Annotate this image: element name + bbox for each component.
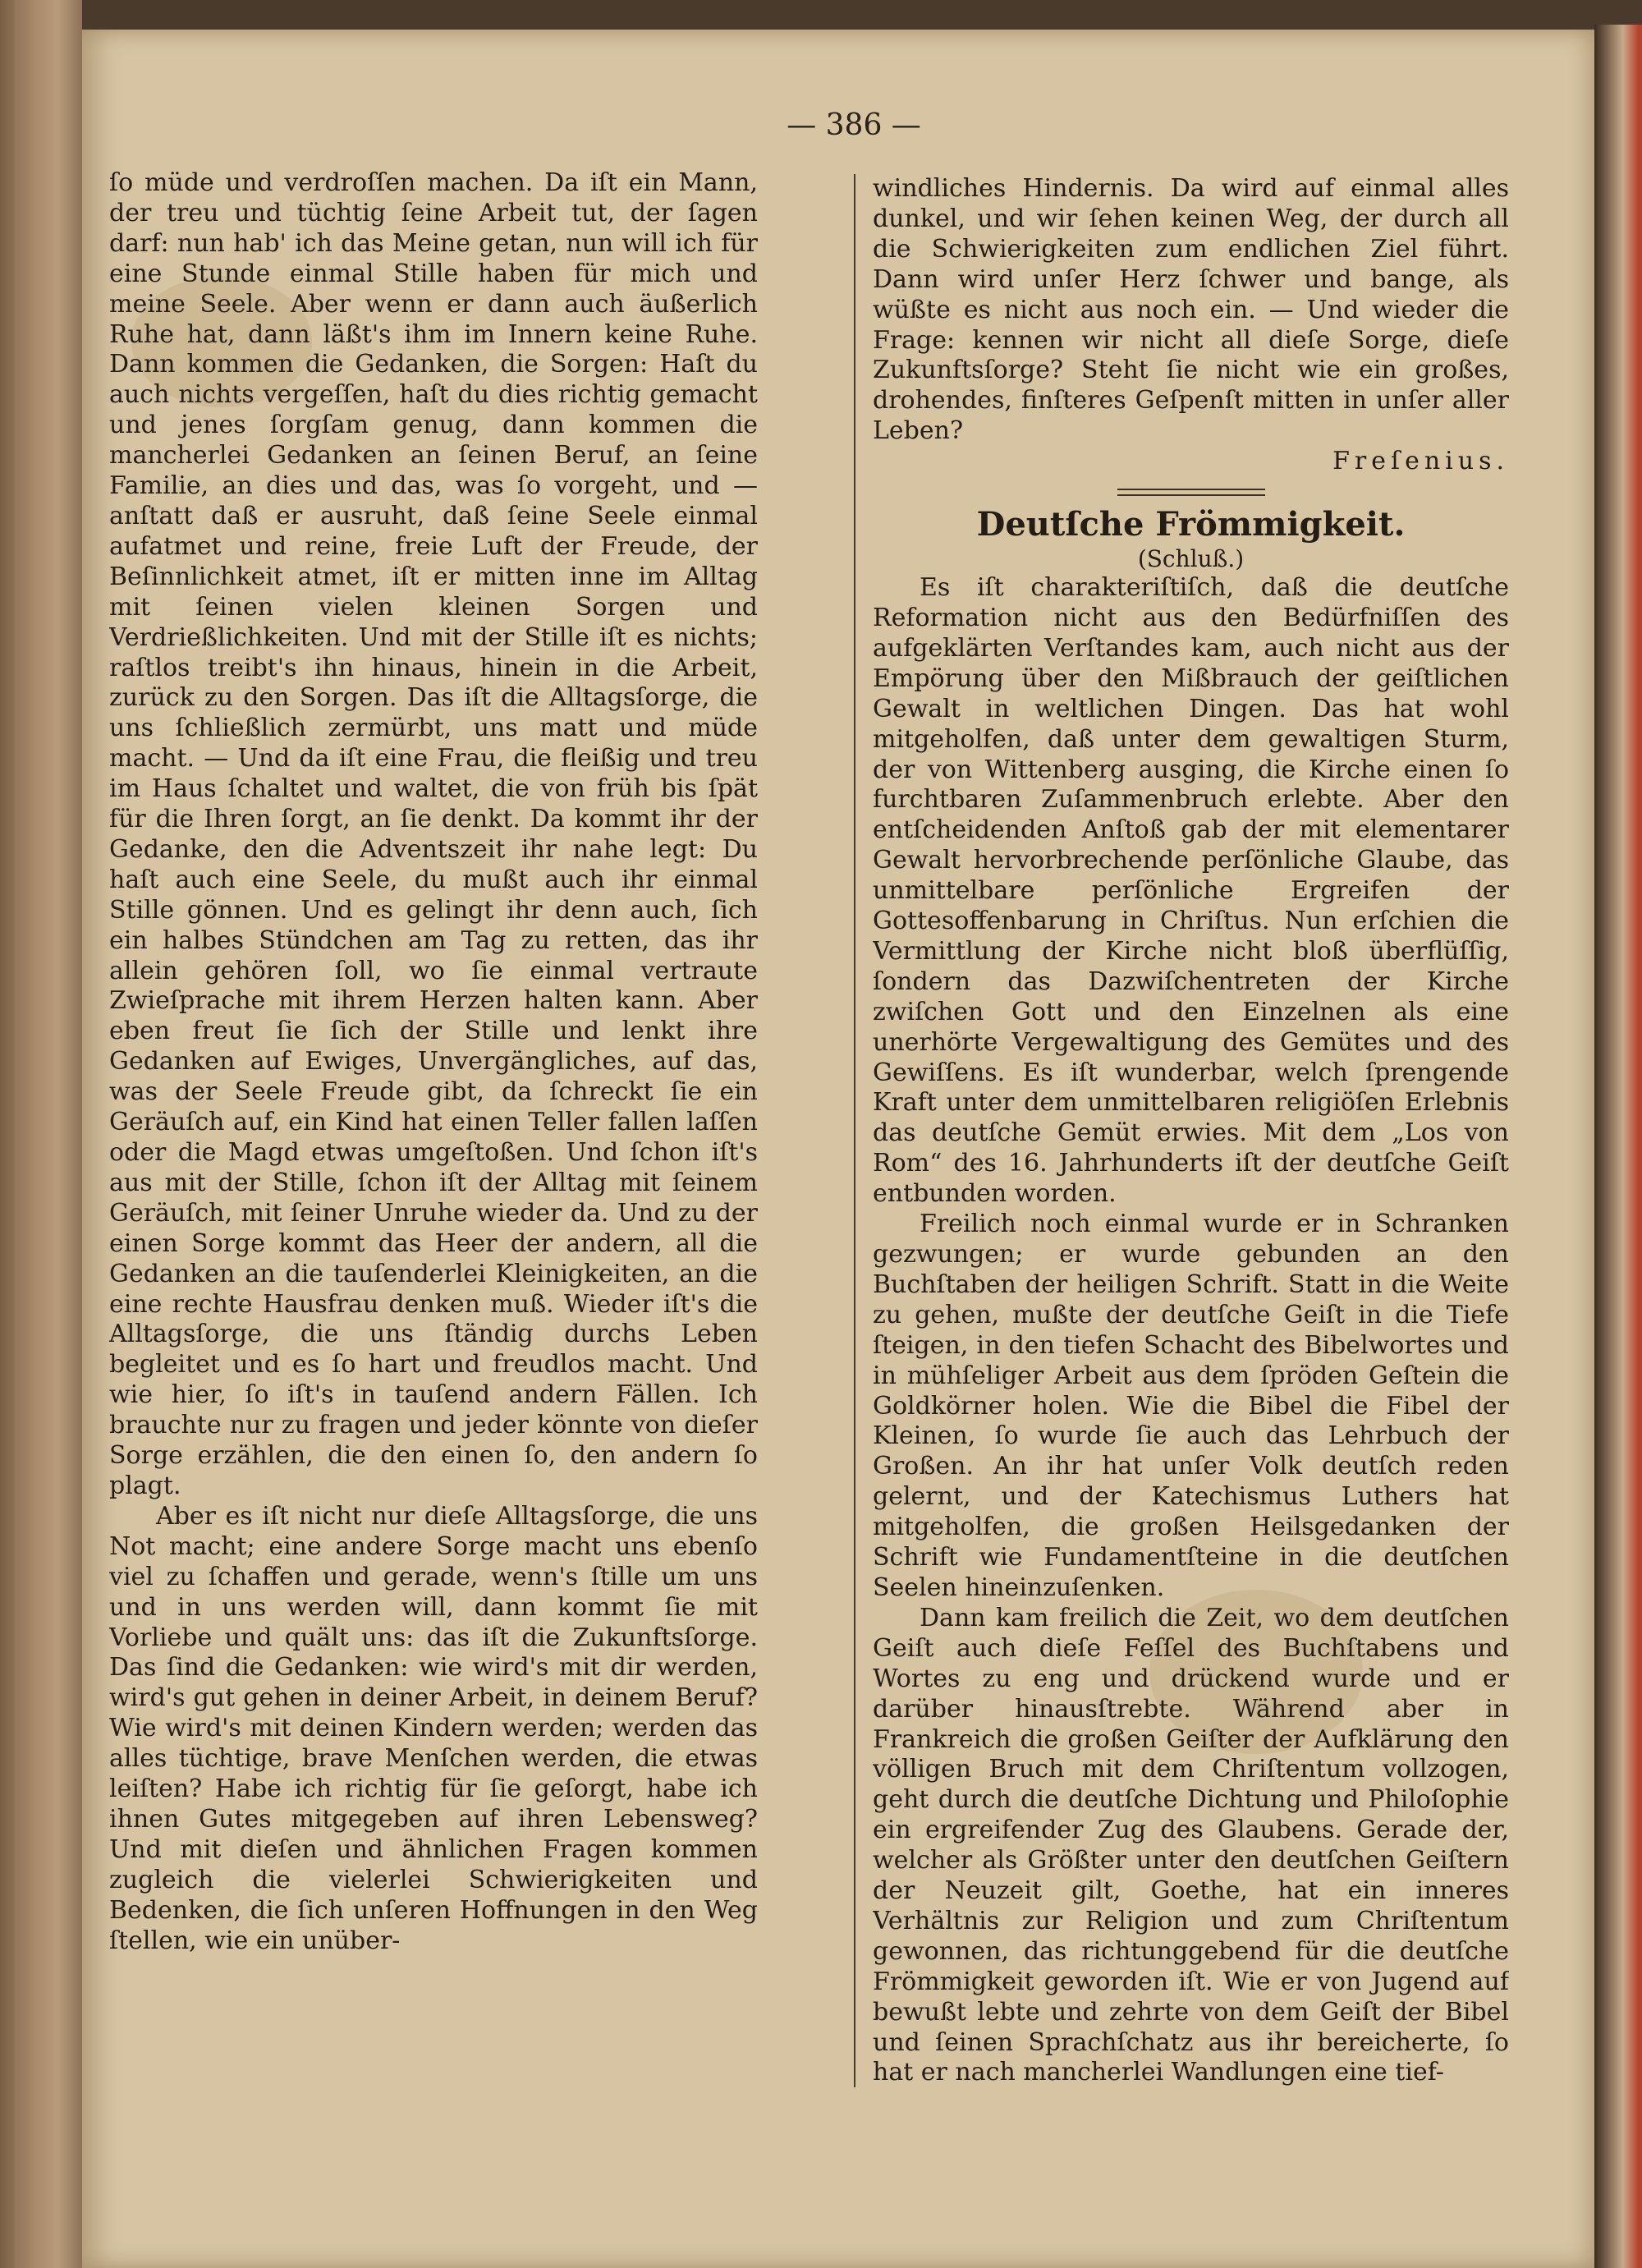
article-title: Deutſche Frömmigkeit. bbox=[976, 505, 1406, 544]
page-number: — 386 — bbox=[787, 108, 921, 142]
article-subtitle: (Schluß.) bbox=[1137, 545, 1245, 573]
facing-page-edge bbox=[1594, 25, 1642, 2268]
author-signature: Freſenius. bbox=[1332, 447, 1509, 476]
book-binding-edge bbox=[0, 0, 82, 2268]
paragraph: Dann kam freilich die Zeit, wo dem deutſchen Geiſt auch dieſe Feſſel des Buchſtabens und Wortes zu eng und drückend wurde und er darüber hinausſtrebte. Während aber in Frankreich die großen Geiſter der Aufklärung den völligen Bruch mit dem Chriſtentum vollzogen, geht durch die deutſche Dichtung und Philoſophie ein ergreifender Zug des Glaubens. Gerade der, welcher als Größter unter den deutſchen Geiſtern der Neuzeit gilt, Goethe, hat ein inneres Verhältnis zur Religion und zum Chriſtentum gewonnen, das richtunggebend für die deutſche Frömmigkeit geworden iſt. Wie er von Jugend auf bewußt lebte und zehrte von dem Geiſt der Bibel und ſeinen Sprachſchatz aus ihr bereicherte, ſo hat er nach mancherlei Wandlungen eine tief- bbox=[873, 1603, 1509, 2087]
binding-spine-line bbox=[15, 0, 26, 2268]
paragraph: Aber es iſt nicht nur dieſe Alltagsſorge, die uns Not macht; eine andere Sorge macht uns ebenſo viel zu ſchaffen und gerade, wenn's ſtille um uns und in uns werden will, dann kommt ſie mit Vorliebe und quält uns: das iſt die Zukunftsſorge. Das ſind die Gedanken: wie wird's mit dir werden, wird's gut gehen in deiner Arbeit, in deinem Beruf? Wie wird's mit deinen Kindern werden; werden das alles tüchtige, brave Menſchen werden, die etwas leiſten? Habe ich richtig für ſie geſorgt, habe ich ihnen Gutes mitgegeben auf ihren Lebensweg? Und mit dieſen und ähnlichen Fragen kommen zugleich die vielerlei Schwierigkeiten und Bedenken, die ſich unſeren Hoffnungen in den Weg ſtellen, wie ein unüber- bbox=[109, 1501, 758, 1955]
column-divider bbox=[854, 174, 855, 2087]
paragraph: Es iſt charakteriſtiſch, daß die deutſche Reformation nicht aus den Bedürfniſſen des aufgeklärten Verſtandes kam, auch nicht aus der Empörung über den Mißbrauch der geiſtlichen Gewalt in weltlichen Dingen. Das hat wohl mitgeholfen, daß unter dem gewaltigen Sturm, der von Wittenberg ausging, die Kirche einen ſo furchtbaren Zuſammenbruch erlebte. Aber den entſcheidenden Anſtoß gab der mit elementarer Gewalt hervorbrechende perſönliche Glaube, das unmittelbare perſönliche Ergreifen der Gottesoffenbarung in Chriſtus. Nun erſchien die Vermittlung der Kirche nicht bloß überflüſſig, ſondern das Dazwiſchentreten der Kirche zwiſchen Gott und den Einzelnen als eine unerhörte Vergewaltigung des Gemütes und des Gewiſſens. Es iſt wunderbar, welch ſprengende Kraft unter dem unmittelbaren religiöſen Erlebnis das deutſche Gemüt erwies. Mit dem „Los von Rom“ des 16. Jahrhunderts iſt der deutſche Geiſt entbunden worden. bbox=[873, 573, 1509, 1209]
paragraph: Freilich noch einmal wurde er in Schranken gezwungen; er wurde gebunden an den Buchſtaben der heiligen Schrift. Statt in die Weite zu gehen, mußte der deutſche Geiſt in die Tiefe ſteigen, in den tiefen Schacht des Bibelwortes und in mühſeliger Arbeit aus dem ſpröden Geſtein die Goldkörner holen. Wie die Bibel die Fibel der Kleinen, ſo wurde ſie auch das Lehrbuch der Großen. An ihr hat unſer Volk deutſch reden gelernt, und der Katechismus Luthers hat mitgeholfen, die großen Heilsgedanken der Schrift wie Fundamentſteine in die deutſchen Seelen hineinzuſenken. bbox=[873, 1210, 1509, 1602]
section-separator bbox=[1117, 489, 1265, 496]
paragraph-continuation: windliches Hindernis. Da wird auf einmal alles dunkel, und wir ſehen keinen Weg, der durch all die Schwierigkeiten zum endlichen Ziel führt. Dann wird unſer Herz ſchwer und bange, als wüßte es nicht aus noch ein. — Und wieder die Frage: kennen wir nicht all dieſe Sorge, dieſe Zukunftsſorge? Steht ſie nicht wie ein großes, drohendes, finſteres Geſpenſt mitten in unſer aller Leben? bbox=[873, 174, 1509, 446]
left-text-column bbox=[109, 168, 758, 2082]
right-text-column bbox=[873, 174, 1509, 2087]
paragraph: ſo müde und verdroſſen machen. Da iſt ein Mann, der treu und tüchtig ſeine Arbeit tut, der ſagen darf: nun hab' ich das Meine getan, nun will ich für eine Stunde einmal Stille haben für mich und meine Seele. Aber wenn er dann auch äußerlich Ruhe hat, dann läßt's ihm im Innern keine Ruhe. Dann kommen die Gedanken, die Sorgen: Haſt du auch nichts vergeſſen, haſt du dies richtig gemacht und jenes ſorgſam genug, dann kommen die mancherlei Gedanken an ſeinen Beruf, an ſeine Familie, an dies und das, was ſo vorgeht, und — anſtatt daß er ausruht, daß ſeine Seele einmal aufatmet und reine, freie Luft der Freude, der Beſinnlichkeit atmet, iſt er mitten inne im Alltag mit ſeinen vielen kleinen Sorgen und Verdrießlichkeiten. Und mit der Stille iſt es nichts; raſtlos treibt's ihn hinaus, hinein in die Arbeit, zurück zu den Sorgen. Das iſt die Alltagsſorge, die uns ſchließlich zermürbt, uns matt und müde macht. — Und da iſt eine Frau, die fleißig und treu im Haus ſchaltet und waltet, die von früh bis ſpät für die Ihren ſorgt, an ſie denkt. Da kommt ihr der Gedanke, den die Adventszeit ihr nahe legt: Du haſt auch eine Seele, du mußt auch ihr einmal Stille gönnen. Und es gelingt ihr denn auch, ſich ein halbes Stündchen am Tag zu retten, das ihr allein gehören ſoll, wo ſie einmal vertraute Zwieſprache mit ihrem Herzen halten kann. Aber eben freut ſie ſich der Stille und lenkt ihre Gedanken auf Ewiges, Unvergängliches, auf das, was der Seele Freude gibt, da ſchreckt ſie ein Geräuſch auf, ein Kind hat einen Teller fallen laſſen oder die Magd etwas umgeſtoßen. Und ſchon iſt's aus mit der Stille, ſchon iſt der Alltag mit ſeinem Geräuſch, mit ſeiner Unruhe wieder da. Und zu der einen Sorge kommt das Heer der andern, all die Gedanken an die tauſenderlei Kleinigkeiten, an die eine rechte Hausfrau denken muß. Wieder iſt's die Alltagsſorge, die uns ſtändig durchs Leben begleitet und es ſo hart und freudlos macht. Und wie hier, ſo iſt's in tauſend andern Fällen. Ich brauchte nur zu fragen und jeder könnte von dieſer Sorge erzählen, die den einen ſo, den andern ſo plagt. bbox=[109, 168, 758, 1500]
